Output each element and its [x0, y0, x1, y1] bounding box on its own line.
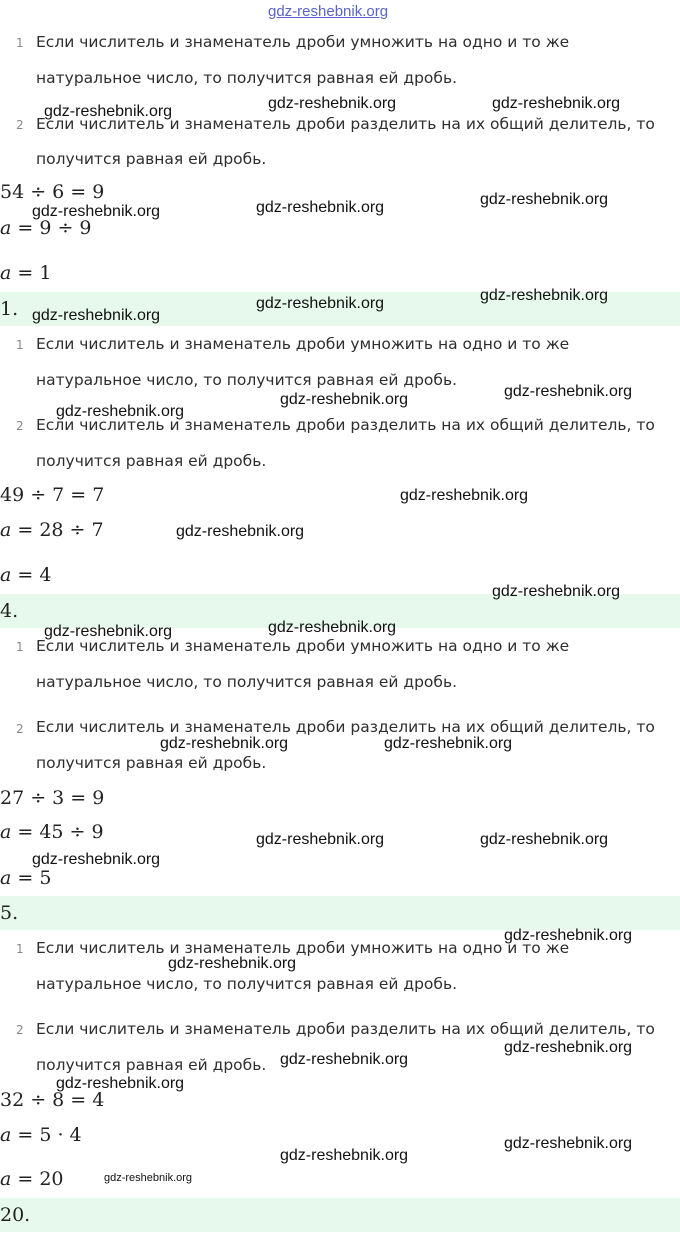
watermark: gdz-reshebnik.org — [168, 955, 297, 972]
rule-text-line: Если числитель и знаменатель дроби разделить на их общий делитель, то — [36, 115, 655, 133]
variable: a — [0, 821, 12, 843]
watermark: gdz-reshebnik.org — [384, 735, 513, 752]
variable: a — [0, 1124, 12, 1146]
equation — [0, 564, 51, 586]
variable: a — [0, 262, 12, 284]
equation — [0, 519, 104, 541]
watermark: gdz-reshebnik.org — [280, 1147, 409, 1164]
rule-text-line: получится равная ей дробь. — [36, 1056, 267, 1074]
watermark: gdz-reshebnik.org — [56, 1075, 185, 1092]
equation-rest: = 20 — [11, 1168, 64, 1190]
equation — [0, 867, 51, 889]
rule-text-line: получится равная ей дробь. — [36, 150, 267, 168]
watermark: gdz-reshebnik.org — [504, 1135, 633, 1152]
watermark: gdz-reshebnik.org — [492, 95, 621, 112]
rule-text-line: натуральное число, то получится равная ей дробь. — [36, 371, 458, 389]
equation — [0, 821, 104, 843]
equation-rest: = 28 ÷ 7 — [11, 519, 104, 541]
watermark: gdz-reshebnik.org — [256, 199, 385, 216]
watermark: gdz-reshebnik.org — [268, 95, 397, 112]
watermark: gdz-reshebnik.org — [44, 103, 173, 120]
equation-rest: = 5 — [11, 867, 52, 889]
rule-text-line: Если числитель и знаменатель дроби умножить на одно и то же — [36, 33, 570, 51]
watermark: gdz-reshebnik.org — [56, 403, 185, 420]
equation: 27 ÷ 3 = 9 — [0, 787, 105, 809]
rule-text-line: натуральное число, то получится равная ей дробь. — [36, 673, 458, 691]
equation-rest: = 9 ÷ 9 — [11, 217, 92, 239]
watermark: gdz-reshebnik.org — [480, 287, 609, 304]
variable: a — [0, 1168, 12, 1190]
watermark: gdz-reshebnik.org — [176, 523, 305, 540]
rule-text-line: натуральное число, то получится равная ей дробь. — [36, 975, 458, 993]
rule-text-line: Если числитель и знаменатель дроби разделить на их общий делитель, то — [36, 1020, 655, 1038]
watermark: gdz-reshebnik.org — [280, 1051, 409, 1068]
watermark: gdz-reshebnik.org — [44, 623, 173, 640]
answer-value: 1. — [0, 298, 19, 320]
rule-text-line: Если числитель и знаменатель дроби умножить на одно и то же — [36, 335, 570, 353]
watermark: gdz-reshebnik.org — [32, 851, 161, 868]
watermark: gdz-reshebnik.org — [504, 383, 633, 400]
rule-number: 2 — [16, 722, 24, 736]
watermark: gdz-reshebnik.org — [268, 619, 397, 636]
watermark: gdz-reshebnik.org — [32, 203, 161, 220]
equation-rest: = 4 — [11, 564, 52, 586]
equation-rest: = 45 ÷ 9 — [11, 821, 104, 843]
equation — [0, 1168, 64, 1190]
rule-number: 1 — [16, 942, 24, 956]
watermark: gdz-reshebnik.org — [104, 1172, 193, 1184]
watermark: gdz-reshebnik.org — [160, 735, 289, 752]
watermark-top: gdz-reshebnik.org — [268, 3, 389, 20]
equation-rest: = 1 — [11, 262, 52, 284]
variable: a — [0, 564, 12, 586]
watermark: gdz-reshebnik.org — [504, 1039, 633, 1056]
rule-number: 2 — [16, 1023, 24, 1037]
rule-text-line: Если числитель и знаменатель дроби разделить на их общий делитель, то — [36, 416, 655, 434]
variable: a — [0, 217, 12, 239]
answer-bar — [0, 896, 680, 930]
variable: a — [0, 867, 12, 889]
watermark: gdz-reshebnik.org — [480, 831, 609, 848]
watermark: gdz-reshebnik.org — [256, 831, 385, 848]
variable: a — [0, 519, 12, 541]
rule-text-line: получится равная ей дробь. — [36, 452, 267, 470]
answer-value: 20. — [0, 1204, 31, 1226]
rule-text-line: получится равная ей дробь. — [36, 754, 267, 772]
rule-number: 2 — [16, 419, 24, 433]
rule-text-line: Если числитель и знаменатель дроби умножить на одно и то же — [36, 637, 570, 655]
answer-bar — [0, 1198, 680, 1232]
watermark: gdz-reshebnik.org — [280, 391, 409, 408]
watermark: gdz-reshebnik.org — [256, 295, 385, 312]
rule-number: 2 — [16, 118, 24, 132]
equation-rest: = 5 · 4 — [11, 1124, 82, 1146]
rule-text-line: натуральное число, то получится равная ей дробь. — [36, 69, 458, 87]
watermark: gdz-reshebnik.org — [32, 307, 161, 324]
equation: 54 ÷ 6 = 9 — [0, 181, 105, 203]
equation: 49 ÷ 7 = 7 — [0, 484, 105, 506]
equation — [0, 1124, 82, 1146]
watermark: gdz-reshebnik.org — [480, 191, 609, 208]
answer-value: 4. — [0, 600, 19, 622]
rule-number: 1 — [16, 36, 24, 50]
rule-number: 1 — [16, 640, 24, 654]
watermark: gdz-reshebnik.org — [504, 927, 633, 944]
rule-number: 1 — [16, 338, 24, 352]
watermark: gdz-reshebnik.org — [400, 487, 529, 504]
rule-text-line: Если числитель и знаменатель дроби разделить на их общий делитель, то — [36, 718, 655, 736]
equation — [0, 262, 51, 284]
equation: 32 ÷ 8 = 4 — [0, 1089, 105, 1111]
watermark: gdz-reshebnik.org — [492, 583, 621, 600]
rule-text-line: Если числитель и знаменатель дроби умножить на одно и то же — [36, 939, 570, 957]
answer-value: 5. — [0, 902, 19, 924]
